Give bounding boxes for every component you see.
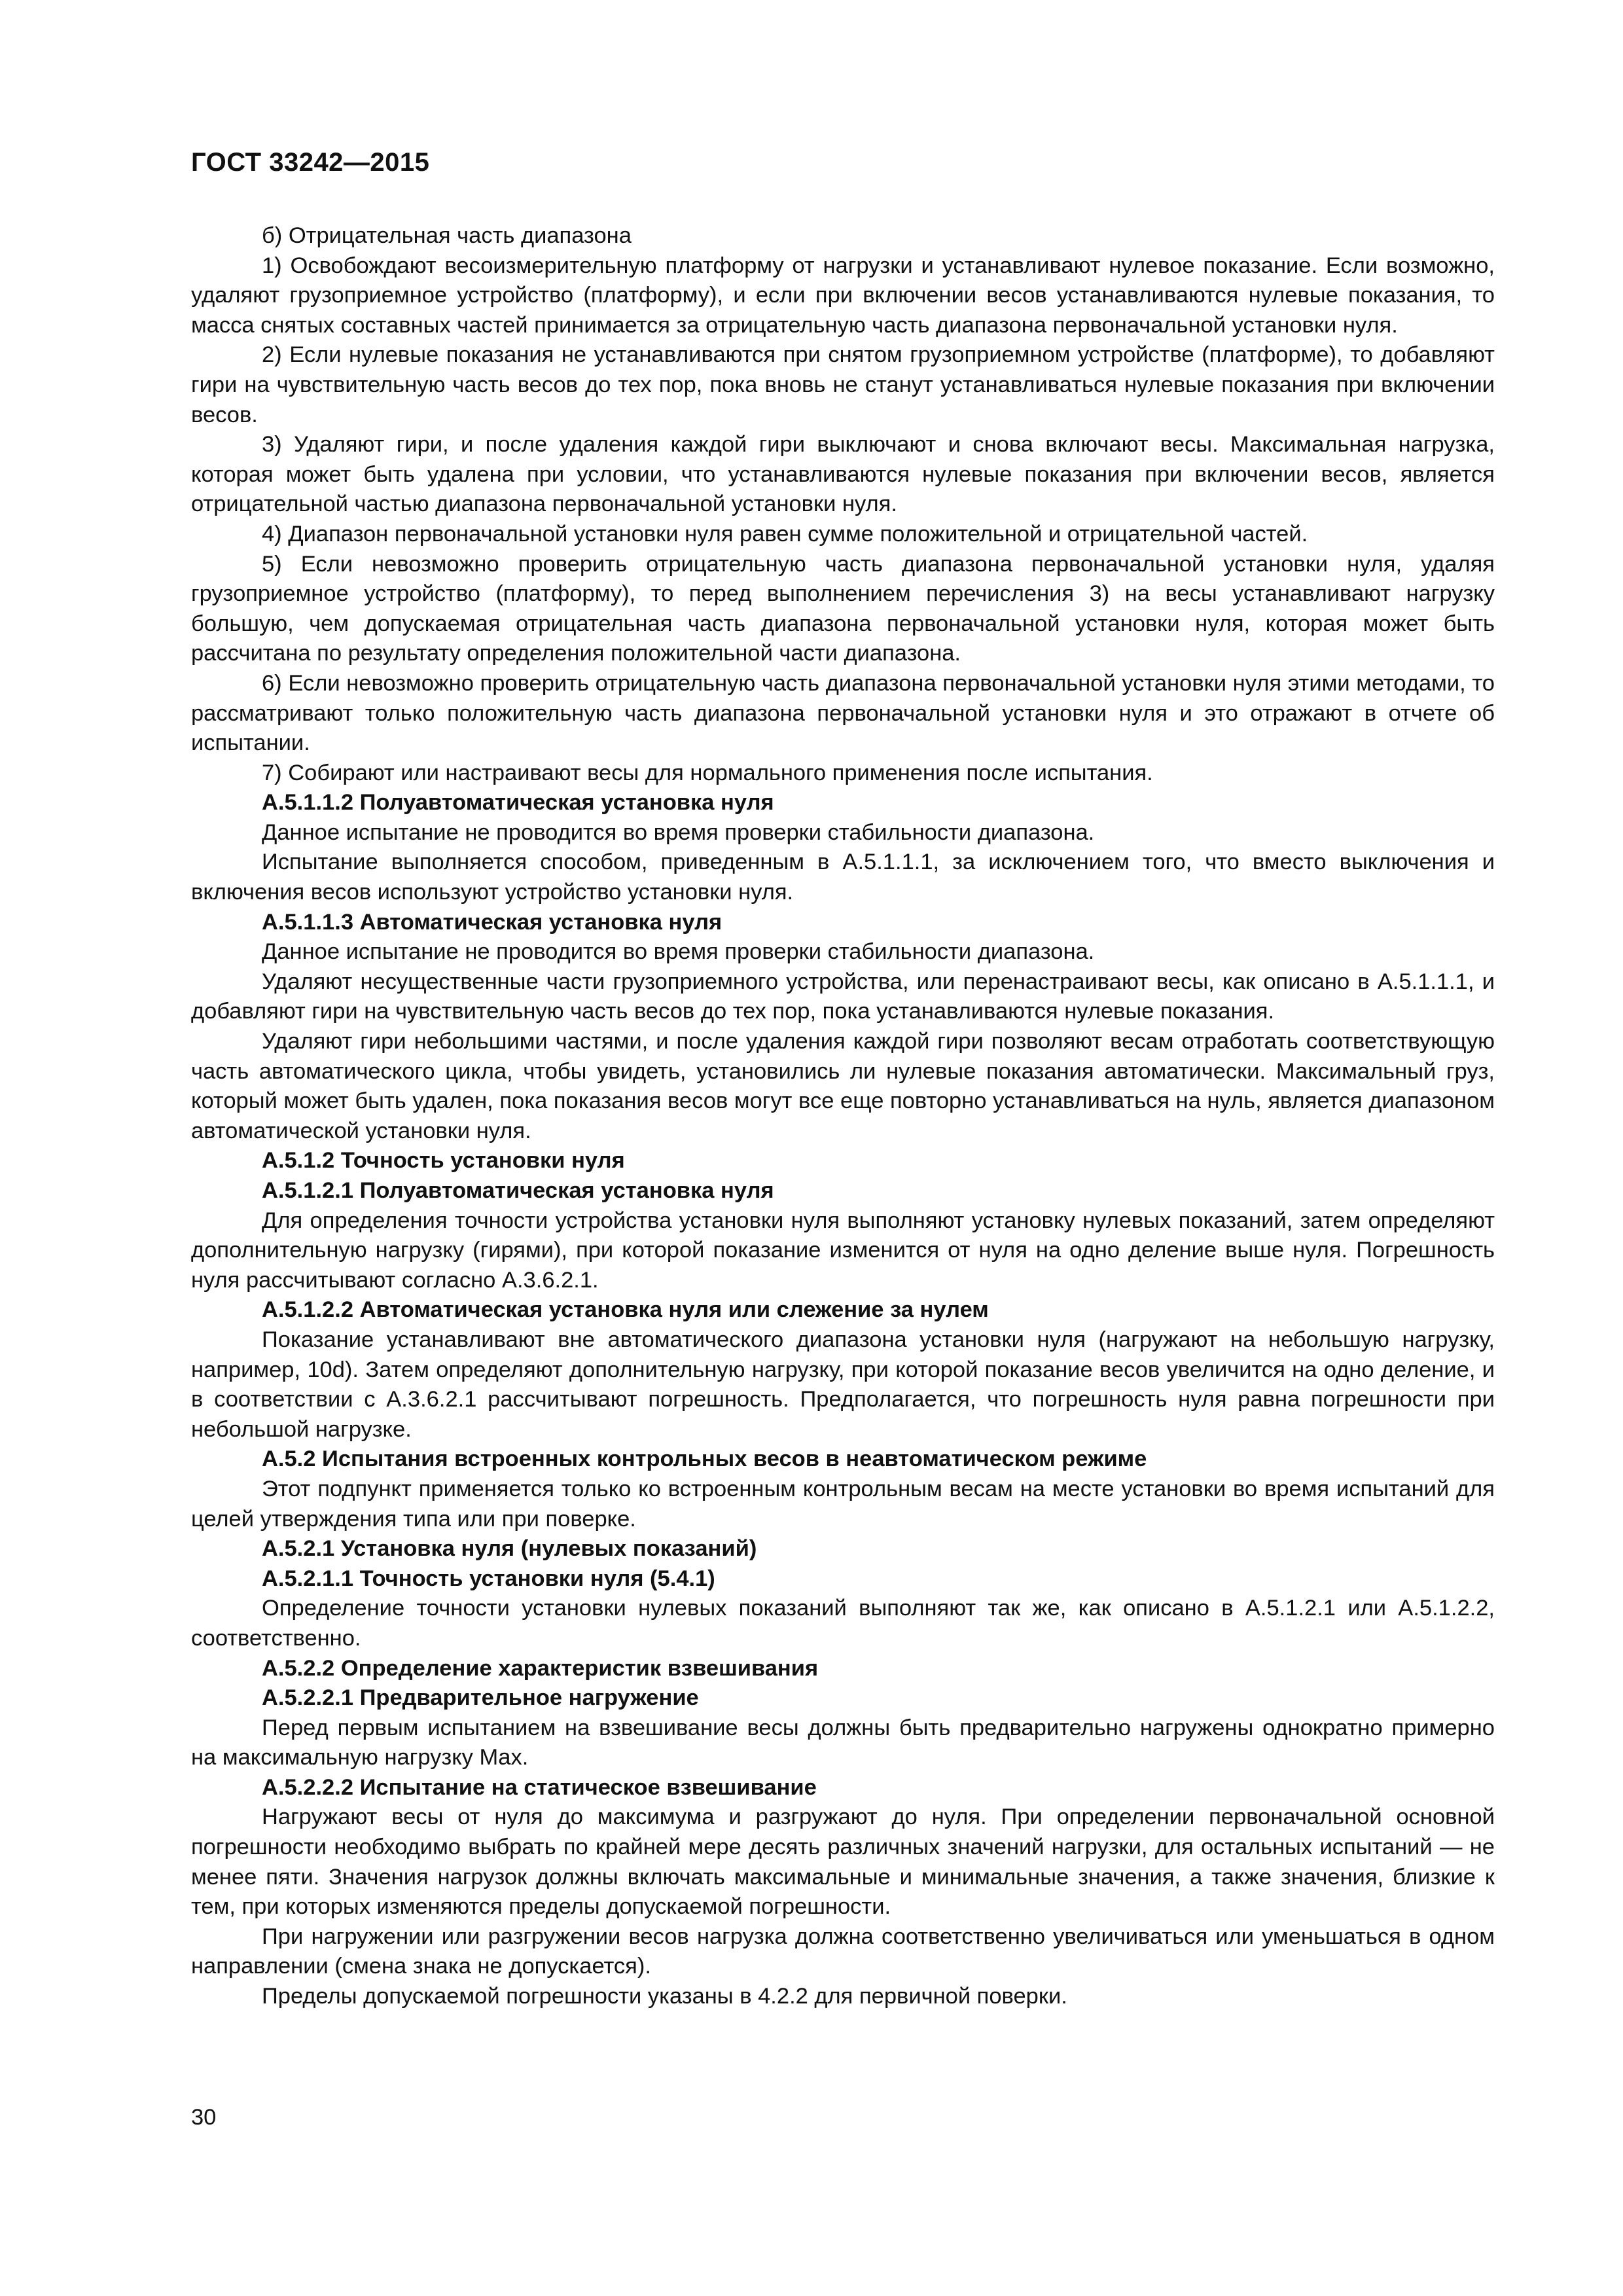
section-heading: А.5.2.1 Установка нуля (нулевых показаний) bbox=[262, 1536, 757, 1562]
body-paragraph: Показание устанавливают вне автоматического диапазона установки нуля (нагружают на небольшую нагрузку, например, 10d). Затем определяют дополнительную нагрузку, при которой показание весов увеличится на одно деление, и в соответствии с А.3.6.2.1 рассчитывают погрешность. Предполагается, что погрешность нуля равна погрешности при небольшой нагрузке. bbox=[191, 1327, 1495, 1442]
section-heading: А.5.1.2.1 Полуавтоматическая установка нуля bbox=[262, 1178, 774, 1203]
body-paragraph: 6) Если невозможно проверить отрицательную часть диапазона первоначальной установки нуля этими методами, то рассматривают только положительную часть диапазона первоначальной установки нуля и это отражают в отчете об испытании. bbox=[191, 670, 1495, 756]
section-heading: А.5.1.1.2 Полуавтоматическая установка нуля bbox=[262, 790, 774, 816]
section-heading: А.5.1.2.2 Автоматическая установка нуля или слежение за нулем bbox=[262, 1297, 989, 1323]
body-paragraph: Удаляют гири небольшими частями, и после удаления каждой гири позволяют весам отработать соответствующую часть автоматического цикла, чтобы увидеть, установились ли нулевые показания автоматически. Максимальный груз, который может быть удален, пока показания весов могут все еще повторно устанавливаться на нуль, является диапазоном автоматической установки нуля. bbox=[191, 1029, 1495, 1143]
body-paragraph: Испытание выполняется способом, приведенным в А.5.1.1.1, за исключением того, что вместо выключения и включения весов используют устройство установки нуля. bbox=[191, 850, 1495, 905]
body-paragraph: 1) Освобождают весоизмерительную платформу от нагрузки и устанавливают нулевое показание. Если возможно, удаляют грузоприемное устройство (платформу), и если при включении весов устанавливаются нулевые показания, то масса снятых составных частей принимается за отрицательную часть диапазона первоначальной установки нуля. bbox=[191, 253, 1495, 338]
body-paragraph: 7) Собирают или настраивают весы для нормального применения после испытания. bbox=[262, 760, 1153, 785]
page-number: 30 bbox=[191, 2105, 217, 2130]
body-paragraph: Удаляют несущественные части грузоприемного устройства, или перенастраивают весы, как описано в А.5.1.1.1, и добавляют гири на чувствительную часть весов до тех пор, пока устанавливаются нулевые показания. bbox=[191, 969, 1495, 1024]
body-paragraph: Этот подпункт применяется только ко встроенным контрольным весам на месте установки во время испытаний для целей утверждения типа или при поверке. bbox=[191, 1476, 1495, 1532]
body-paragraph: При нагружении или разгружении весов нагрузка должна соответственно увеличиваться или уменьшаться в одном направлении (смена знака не допускается). bbox=[191, 1924, 1495, 1979]
body-paragraph: 4) Диапазон первоначальной установки нуля равен сумме положительной и отрицательной частей. bbox=[262, 521, 1308, 547]
section-heading: А.5.1.1.3 Автоматическая установка нуля bbox=[262, 909, 722, 935]
section-heading: А.5.2.2.1 Предварительное нагружение bbox=[262, 1685, 699, 1711]
body-paragraph: 5) Если невозможно проверить отрицательную часть диапазона первоначальной установки нуля, удаляя грузоприемное устройство (платформу), то перед выполнением перечисления 3) на весы устанавливают нагрузку большую, чем допускаемая отрицательная часть диапазона первоначальной установки нуля, которая может быть рассчитана по результату определения положительной части диапазона. bbox=[191, 551, 1495, 666]
document-body bbox=[191, 221, 1495, 2012]
body-paragraph: Пределы допускаемой погрешности указаны в 4.2.2 для первичной поверки. bbox=[262, 1984, 1067, 2009]
section-heading: А.5.2.1.1 Точность установки нуля (5.4.1) bbox=[262, 1566, 715, 1591]
section-heading: А.5.2.2.2 Испытание на статическое взвешивание bbox=[262, 1774, 817, 1800]
body-paragraph: Перед первым испытанием на взвешивание весы должны быть предварительно нагружены однократно примерно на максимальную нагрузку Max. bbox=[191, 1715, 1495, 1770]
body-paragraph: Данное испытание не проводится во время проверки стабильности диапазона. bbox=[262, 939, 1095, 965]
body-paragraph: 3) Удаляют гири, и после удаления каждой гири выключают и снова включают весы. Максимальная нагрузка, которая может быть удалена при условии, что устанавливаются нулевые показания при включении весов, является отрицательной частью диапазона первоначальной установки нуля. bbox=[191, 432, 1495, 517]
body-paragraph: 2) Если нулевые показания не устанавливаются при снятом грузоприемном устройстве (платформе), то добавляют гири на чувствительную часть весов до тех пор, пока вновь не станут устанавливаться нулевые показания при включении весов. bbox=[191, 342, 1495, 427]
body-paragraph: Определение точности установки нулевых показаний выполняют так же, как описано в А.5.1.2.1 или А.5.1.2.2, соответственно. bbox=[191, 1596, 1495, 1651]
standard-header: ГОСТ 33242—2015 bbox=[191, 148, 430, 177]
section-heading: А.5.2 Испытания встроенных контрольных весов в неавтоматическом режиме bbox=[262, 1446, 1147, 1472]
body-paragraph: Нагружают весы от нуля до максимума и разгружают до нуля. При определении первоначальной основной погрешности необходимо выбрать по крайней мере десять различных значений нагрузки, для остальных испытаний — не менее пяти. Значения нагрузок должны включать максимальные и минимальные значения, а также значения, близкие к тем, при которых изменяются пределы допускаемой погрешности. bbox=[191, 1804, 1495, 1920]
body-paragraph: Для определения точности устройства установки нуля выполняют установку нулевых показаний, затем определяют дополнительную нагрузку (гирями), при которой показание изменится от нуля на одно деление выше нуля. Погрешность нуля рассчитывают согласно А.3.6.2.1. bbox=[191, 1208, 1495, 1293]
body-paragraph: Данное испытание не проводится во время проверки стабильности диапазона. bbox=[262, 819, 1095, 845]
section-heading: А.5.2.2 Определение характеристик взвешивания bbox=[262, 1655, 819, 1681]
section-heading: А.5.1.2 Точность установки нуля bbox=[262, 1148, 625, 1174]
body-paragraph: б) Отрицательная часть диапазона bbox=[262, 223, 632, 248]
